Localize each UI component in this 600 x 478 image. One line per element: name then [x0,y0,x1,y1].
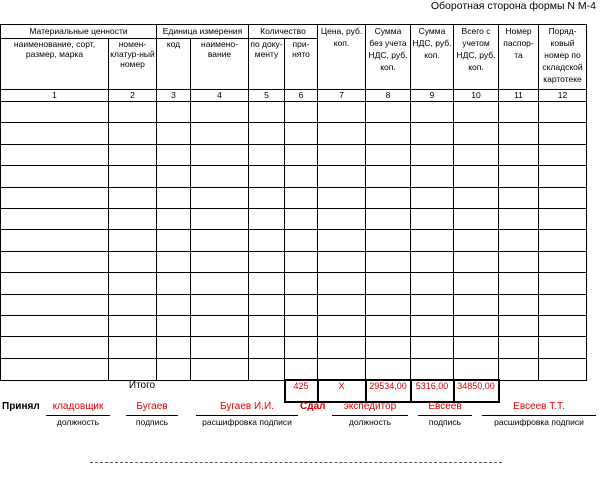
table-cell[interactable] [285,230,318,251]
table-cell[interactable] [411,102,454,123]
table-cell[interactable] [454,315,499,336]
table-cell[interactable] [109,208,157,229]
table-row [1,294,587,315]
table-row [1,208,587,229]
accepted-decoded-caption: расшифровка подписи [196,415,298,427]
table-cell[interactable] [191,294,249,315]
table-cell[interactable] [499,123,539,144]
table-cell[interactable] [249,187,285,208]
table-cell[interactable] [318,273,366,294]
column-number: 8 [366,90,411,102]
handed-signature-value: Евсеев [428,401,462,412]
table-cell[interactable] [499,230,539,251]
table-cell[interactable] [1,337,109,358]
table-cell[interactable] [454,208,499,229]
handed-signature-caption: подпись [418,415,472,427]
handed-decoded-caption: расшифровка подписи [482,415,596,427]
table-cell[interactable] [191,187,249,208]
table-cell[interactable] [411,230,454,251]
table-cell[interactable] [411,251,454,272]
table-cell[interactable] [157,315,191,336]
column-number: 5 [249,90,285,102]
header-materials: Материальные ценности [1,25,157,39]
table-cell[interactable] [109,273,157,294]
table-cell[interactable] [499,294,539,315]
table-cell[interactable] [157,230,191,251]
header-vat: Сумма НДС, руб. коп. [411,25,454,90]
table-cell[interactable] [411,166,454,187]
header-by-document: по доку-менту [249,39,285,90]
header-price: Цена, руб. коп. [318,25,366,90]
cut-line [90,462,502,463]
table-cell[interactable] [499,144,539,165]
form-title: Оборотная сторона формы N М-4 [430,0,596,12]
table-row [1,251,587,272]
table-cell[interactable] [191,123,249,144]
column-number: 9 [411,90,454,102]
table-cell[interactable] [249,337,285,358]
header-accepted: при-нято [285,39,318,90]
table-cell[interactable] [499,208,539,229]
table-cell[interactable] [249,315,285,336]
column-number: 10 [454,90,499,102]
table-cell[interactable] [539,123,587,144]
table-cell[interactable] [285,166,318,187]
table-cell[interactable] [191,208,249,229]
table-cell[interactable] [157,123,191,144]
table-cell[interactable] [411,358,454,380]
column-number: 7 [318,90,366,102]
table-cell[interactable] [539,358,587,380]
total-price: Х [318,380,366,402]
table-cell[interactable] [499,251,539,272]
accepted-label: Принял [2,401,40,412]
table-cell[interactable] [454,187,499,208]
table-cell[interactable] [411,187,454,208]
table-cell[interactable] [454,337,499,358]
table-cell[interactable] [411,273,454,294]
table-cell[interactable] [1,102,109,123]
header-name: наименование, сорт, размер, марка [1,39,109,90]
table-cell[interactable] [411,208,454,229]
table-cell[interactable] [366,358,411,380]
accepted-decoded-value: Бугаев И.И. [220,401,274,412]
header-code: код [157,39,191,90]
table-cell[interactable] [366,273,411,294]
table-cell[interactable] [366,144,411,165]
table-cell[interactable] [157,144,191,165]
table-cell[interactable] [157,251,191,272]
table-cell[interactable] [454,251,499,272]
table-row [1,102,587,123]
table-cell[interactable] [109,123,157,144]
header-nomenclature: номен-клатур-ный номер [109,39,157,90]
table-cell[interactable] [318,358,366,380]
table-cell[interactable] [191,230,249,251]
table-cell[interactable] [318,187,366,208]
table-cell[interactable] [157,337,191,358]
column-number: 6 [285,90,318,102]
table-cell[interactable] [318,251,366,272]
table-cell[interactable] [1,358,109,380]
table-row [1,273,587,294]
header-row-1 [1,25,587,39]
table-cell[interactable] [539,230,587,251]
table-cell[interactable] [285,273,318,294]
table-cell[interactable] [454,123,499,144]
table-cell[interactable] [454,273,499,294]
table-cell[interactable] [249,273,285,294]
table-cell[interactable] [499,166,539,187]
table-cell[interactable] [157,294,191,315]
table-cell[interactable] [366,294,411,315]
table-cell[interactable] [1,230,109,251]
table-cell[interactable] [366,102,411,123]
header-quantity: Количество [249,25,318,39]
table-cell[interactable] [1,144,109,165]
table-cell[interactable] [539,294,587,315]
table-cell[interactable] [499,337,539,358]
table-cell[interactable] [318,315,366,336]
table-cell[interactable] [318,123,366,144]
table-cell[interactable] [1,294,109,315]
table-cell[interactable] [1,187,109,208]
table-cell[interactable] [411,337,454,358]
table-cell[interactable] [191,315,249,336]
column-number: 4 [191,90,249,102]
table-row [1,230,587,251]
table-cell[interactable] [191,144,249,165]
table-cell[interactable] [285,208,318,229]
table-cell[interactable] [318,337,366,358]
table-cell[interactable] [249,294,285,315]
table-cell[interactable] [539,208,587,229]
column-number: 12 [539,90,587,102]
table-cell[interactable] [318,230,366,251]
table-cell[interactable] [1,166,109,187]
total-vat: 5316,00 [411,380,454,402]
table-cell[interactable] [249,358,285,380]
table-cell[interactable] [411,144,454,165]
table-cell[interactable] [411,315,454,336]
table-cell[interactable] [191,166,249,187]
table-cell[interactable] [499,102,539,123]
totals-row [1,380,587,402]
table-cell[interactable] [539,273,587,294]
table-cell[interactable] [454,358,499,380]
table-cell[interactable] [411,123,454,144]
table-cell[interactable] [285,315,318,336]
table-cell[interactable] [109,144,157,165]
column-number: 11 [499,90,539,102]
table-cell[interactable] [539,315,587,336]
table-cell[interactable] [499,187,539,208]
total-with-vat: 34850,00 [454,380,499,402]
table-cell[interactable] [366,208,411,229]
table-row [1,144,587,165]
table-cell[interactable] [109,294,157,315]
table-cell[interactable] [1,251,109,272]
table-cell[interactable] [191,273,249,294]
table-cell[interactable] [366,337,411,358]
table-cell[interactable] [499,273,539,294]
handed-position-value: экспедитор [343,401,397,412]
table-cell[interactable] [411,294,454,315]
table-cell[interactable] [191,337,249,358]
table-cell[interactable] [249,102,285,123]
table-cell[interactable] [109,251,157,272]
column-number: 1 [1,90,109,102]
table-cell[interactable] [366,230,411,251]
table-cell[interactable] [109,315,157,336]
table-cell[interactable] [249,208,285,229]
table-cell[interactable] [157,187,191,208]
table-cell[interactable] [539,102,587,123]
totals-label: Итого [128,380,156,391]
table-row [1,123,587,144]
table-cell[interactable] [249,144,285,165]
table-cell[interactable] [366,315,411,336]
table-row [1,358,587,380]
table-cell[interactable] [191,358,249,380]
table-row [1,166,587,187]
table-cell[interactable] [157,273,191,294]
table-cell[interactable] [539,166,587,187]
table-cell[interactable] [454,230,499,251]
table-cell[interactable] [285,102,318,123]
table-cell[interactable] [366,251,411,272]
table-cell[interactable] [454,144,499,165]
table-cell[interactable] [249,230,285,251]
table-cell[interactable] [109,230,157,251]
table-cell[interactable] [109,358,157,380]
table-cell[interactable] [499,315,539,336]
table-cell[interactable] [454,294,499,315]
handed-decoded-value: Евсеев Т.Т. [513,401,565,412]
total-sum-no-vat: 29534,00 [366,380,411,402]
table-cell[interactable] [249,123,285,144]
accepted-position-caption: должность [46,415,110,427]
header-card-number: Поряд-ковый номер по складской картотеке [539,25,587,90]
header-passport: Номер паспор-та [499,25,539,90]
header-unit-name: наимено-вание [191,39,249,90]
table-cell[interactable] [318,102,366,123]
table-cell[interactable] [318,144,366,165]
accepted-signature-caption: подпись [126,415,178,427]
table-row [1,187,587,208]
table-row [1,315,587,336]
column-number: 2 [109,90,157,102]
table-cell[interactable] [454,102,499,123]
column-number-row [1,90,587,102]
table-cell[interactable] [191,102,249,123]
table-cell[interactable] [285,294,318,315]
table-cell[interactable] [249,251,285,272]
table-cell[interactable] [109,337,157,358]
header-sum-no-vat: Сумма без учета НДС, руб. коп. [366,25,411,90]
table-cell[interactable] [366,187,411,208]
table-cell[interactable] [285,144,318,165]
table-cell[interactable] [539,187,587,208]
table-cell[interactable] [499,358,539,380]
table-cell[interactable] [285,337,318,358]
table-cell[interactable] [109,187,157,208]
table-cell[interactable] [539,337,587,358]
table-cell[interactable] [454,166,499,187]
table-cell[interactable] [109,166,157,187]
table-cell[interactable] [539,144,587,165]
column-number: 3 [157,90,191,102]
table-cell[interactable] [318,166,366,187]
table-cell[interactable] [366,123,411,144]
table-cell[interactable] [249,166,285,187]
accepted-signature-value: Бугаев [136,401,168,412]
table-cell[interactable] [157,166,191,187]
table-cell[interactable] [1,123,109,144]
table-row [1,337,587,358]
table-cell[interactable] [157,102,191,123]
table-cell[interactable] [285,358,318,380]
table-cell[interactable] [285,123,318,144]
table-cell[interactable] [191,251,249,272]
table-cell[interactable] [157,358,191,380]
table-cell[interactable] [318,294,366,315]
table-cell[interactable] [318,208,366,229]
handed-position-caption: должность [332,415,408,427]
header-total: Всего с учетом НДС, руб. коп. [454,25,499,90]
table-cell[interactable] [157,208,191,229]
table-cell[interactable] [366,166,411,187]
table-cell[interactable] [285,251,318,272]
total-accepted: 425 [285,380,318,402]
table-cell[interactable] [1,208,109,229]
table-cell[interactable] [285,187,318,208]
table-cell[interactable] [539,251,587,272]
header-unit: Единица измерения [157,25,249,39]
accepted-position-value: кладовщик [52,401,104,412]
table-cell[interactable] [1,315,109,336]
materials-table [0,24,587,403]
table-cell[interactable] [109,102,157,123]
table-cell[interactable] [1,273,109,294]
handed-label: Сдал [300,401,326,412]
